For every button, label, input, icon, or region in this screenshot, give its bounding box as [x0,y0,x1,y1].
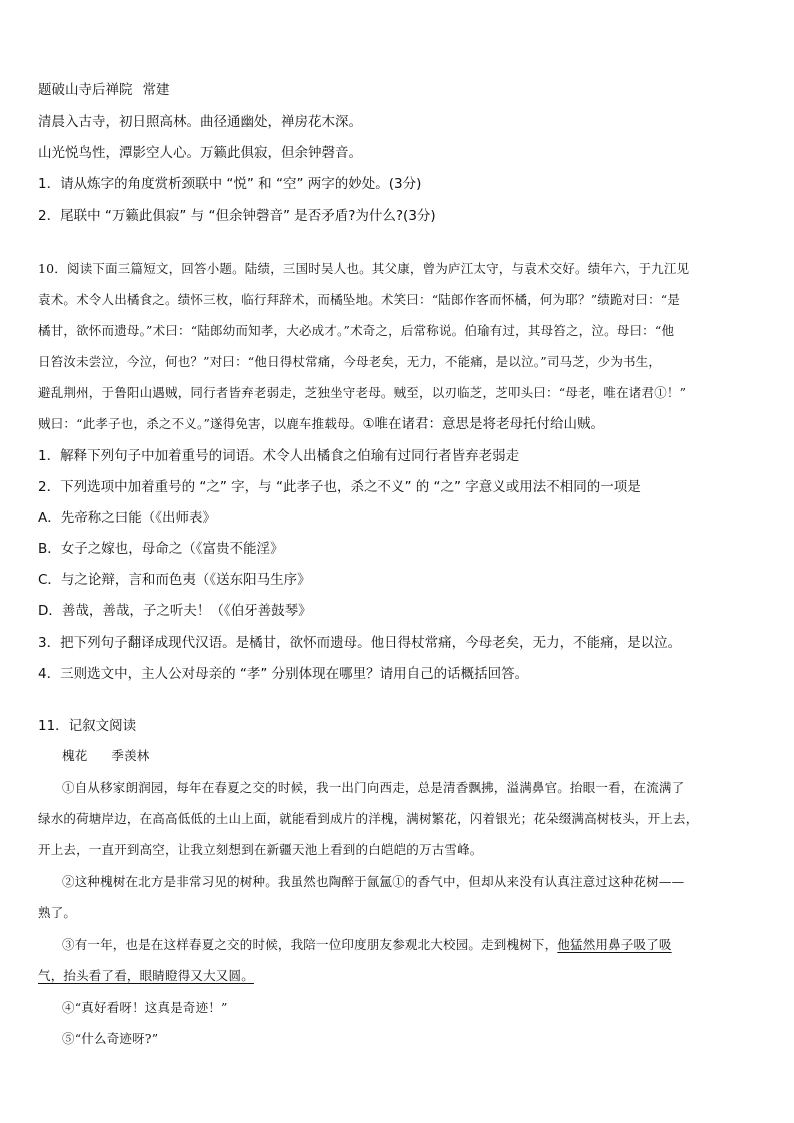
q10-option-d: D．善哉，善哉，子之听夫！（《伯牙善鼓琴》 [38,603,312,619]
poem-author: 常建 [142,82,170,98]
poem-question-2: 2．尾联中 “万籁此俱寂” 与 “但余钟磬音” 是否矛盾?为什么?(3分) [38,208,436,224]
q11-paragraph-line: 熟了。 [38,905,77,920]
q10-question-1: 1．解释下列句子中加着重号的词语。术令人出橘食之伯瑜有过同行者皆弃老弱走 [38,448,520,464]
poem-line-1: 清晨入古寺，初日照高林。曲径通幽处，禅房花木深。 [38,114,362,130]
q10-text-tail: 贼曰：“此孝子也，杀之不义。”遂得免害，以鹿车推载母。 [38,416,363,431]
poem-title: 题破山寺后禅院 [38,82,133,98]
q11-paragraph-line: ⑤“什么奇迹呀?” [62,1031,159,1046]
q11-paragraph-line [38,966,768,986]
q10-text-line: 日笞汝未尝泣，今泣，何也？”对曰：“他日得杖常痛，今母老矣，无力，不能痛，是以泣。”司马芝，少为书生， [38,354,662,369]
q11-heading: 11．记叙文阅读 [38,718,137,734]
q11-paragraph-line: ①自从移家朗润园，每年在春夏之交的时候，我一出门向西走，总是清香飘拂，溢满鼻官。抬眼一看，在流满了 [62,780,685,795]
q10-last-line [38,414,768,434]
q10-option-b: B．女子之嫁也，母命之（《富贵不能淫》 [38,541,284,557]
q11-paragraph-line: 开上去，一直开到高空，让我立刻想到在新疆天池上看到的白皑皑的万古雪峰。 [38,842,483,857]
q10-question-4: 4．三则选文中，主人公对母亲的 “孝” 分别体现在哪里？请用自己的话概括回答。 [38,666,529,682]
article-author: 季羡林 [111,748,150,763]
q11-p3-underlined: 气，抬头看了看，眼睛瞪得又大又圆。 [38,968,254,983]
q11-paragraph-line [62,935,768,955]
poem-line-2: 山光悦鸟性，潭影空人心。万籁此俱寂，但余钟磬音。 [38,145,362,161]
q11-paragraph-line: ②这种槐树在北方是非常习见的树种。我虽然也陶醉于氤氲①的香气中，但却从来没有认真注意过这种花树—— [62,874,685,889]
q11-title-line [62,746,768,766]
q10-text-line: 避乱荆州，于鲁阳山遇贼，同行者皆弃老弱走，芝独坐守老母。贼至，以刃临芝，芝叩头曰：“母老，唯在诸君①！” [38,385,687,400]
q11-paragraph-line: 绿水的荷塘岸边，在高高低低的土山上面，就能看到成片的洋槐，满树繁花，闪着银光；花朵缀满高树枝头，开上去， [38,811,699,826]
q10-text-line: 10．阅读下面三篇短文，回答小题。陆绩，三国时吴人也。其父康，曾为庐江太守，与袁术交好。绩年六，于九江见 [38,261,690,276]
q11-paragraph-line: ④“真好看呀！这真是奇迹！” [62,1000,228,1015]
q10-option-c: C．与之论辩，言和而色夷（《送东阳马生序》 [38,572,311,588]
poem-title-line [38,80,768,100]
q10-question-3: 3．把下列句子翻译成现代汉语。是橘甘，欲怀而遗母。他日得杖常痛，今母老矣，无力，不能痛，是以泣。 [38,635,682,651]
q10-text-line: 橘甘，欲怀而遗母。”术曰：“陆郎幼而知孝，大必成才。”术奇之，后常称说。伯瑜有过，其母笞之，泣。母曰：“他 [38,323,675,338]
poem-question-1: 1．请从炼字的角度赏析颈联中 “悦” 和 “空” 两字的妙处。(3分) [38,176,422,192]
q10-question-2: 2．下列选项中加着重号的 “之” 字，与 “此孝子也，杀之不义” 的 “之” 字意义或用法不相同的一项是 [38,479,641,495]
q10-footnote: ①唯在诸君：意思是将老母托付给山贼。 [362,416,605,432]
q11-p3-underlined: 他猛然用鼻子吸了吸 [557,937,672,952]
q10-text-line: 袁术。术令人出橘食之。绩怀三枚，临行拜辞术，而橘坠地。术笑曰：“陆郎作客而怀橘，何为耶？”绩跪对曰：“是 [38,292,681,307]
article-title: 槐花 [62,748,88,763]
q10-option-a: A．先帝称之曰能（《出师表》 [38,510,216,526]
q11-p3-text: ③有一年，也是在这样春夏之交的时候，我陪一位印度朋友参观北大校园。走到槐树下， [62,937,558,952]
